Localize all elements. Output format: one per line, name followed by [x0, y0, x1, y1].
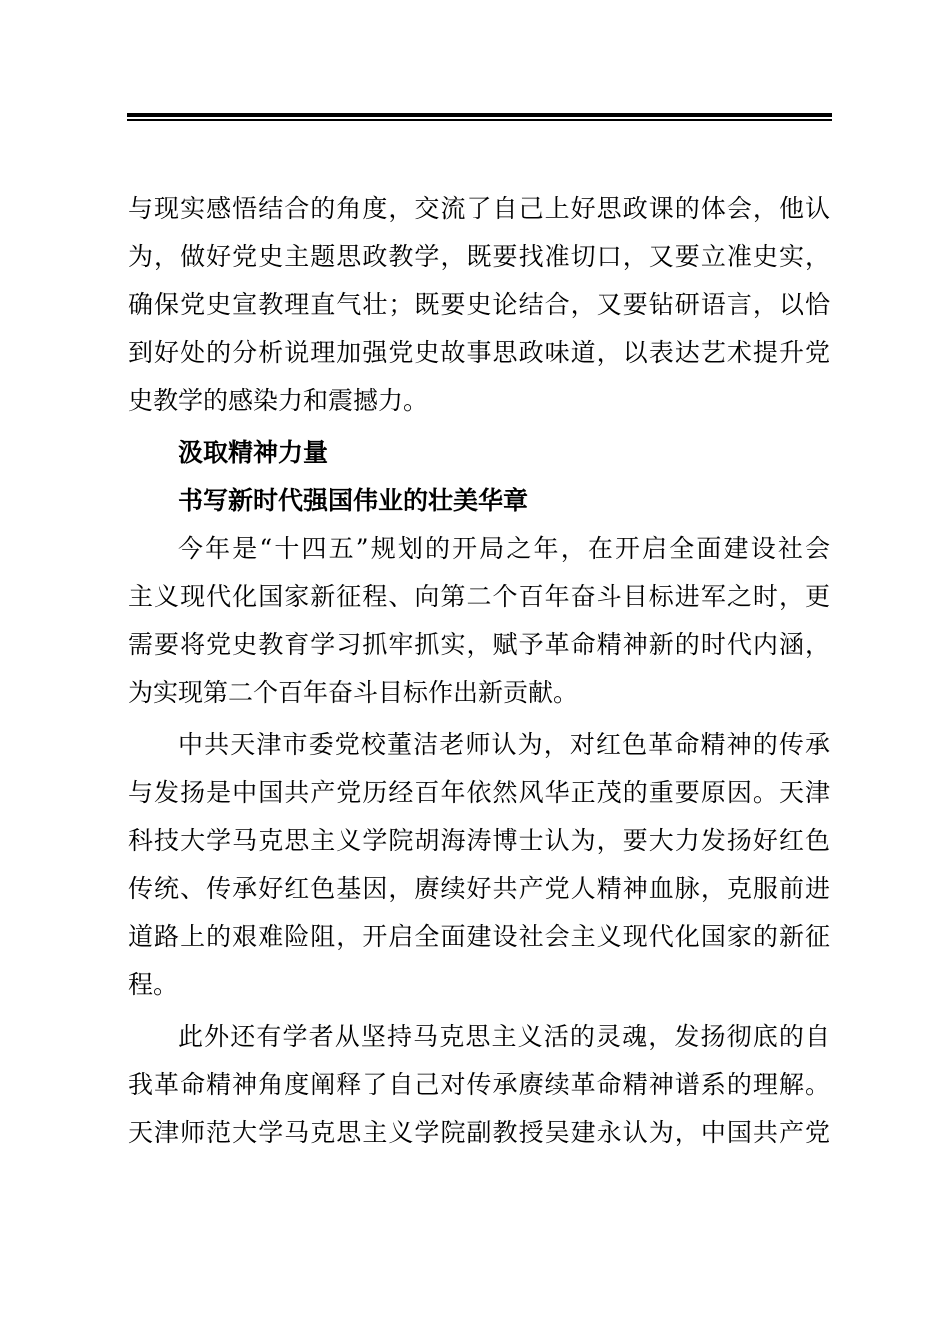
text-line: 科技大学马克思主义学院胡海涛博士认为，要大力发扬好红色: [128, 826, 830, 855]
text-line: 中共天津市委党校董洁老师认为，对红色革命精神的传承: [178, 730, 830, 759]
section-subheading: 书写新时代强国伟业的壮美华章: [178, 486, 529, 515]
paragraph: [128, 185, 830, 425]
text-line: 确保党史宣教理直气壮；既要史论结合，又要钻研语言，以恰: [128, 290, 830, 319]
paragraph: [128, 721, 830, 1009]
text-line: 与发扬是中国共产党历经百年依然风华正茂的重要原因。天津: [128, 778, 830, 807]
text-line: 需要将党史教育学习抓牢抓实，赋予革命精神新的时代内涵，: [128, 630, 830, 659]
text-line: 与现实感悟结合的角度，交流了自己上好思政课的体会，他认: [128, 194, 830, 223]
text-line: 为，做好党史主题思政教学，既要找准切口，又要立准史实，: [128, 242, 830, 271]
document-body: [128, 185, 830, 1157]
text-line: 今年是“十四五”规划的开局之年，在开启全面建设社会: [178, 534, 830, 563]
text-line: 此外还有学者从坚持马克思主义活的灵魂，发扬彻底的自: [178, 1022, 830, 1051]
text-line: 史教学的感染力和震撼力。: [128, 386, 429, 415]
text-line: 程。: [128, 970, 179, 999]
section-heading: 汲取精神力量: [178, 438, 329, 467]
header-rule-thin: [127, 119, 832, 121]
text-line: 主义现代化国家新征程、向第二个百年奋斗目标进军之时，更: [128, 582, 830, 611]
header-rule-thick: [127, 113, 832, 117]
text-line: 天津师范大学马克思主义学院副教授吴建永认为，中国共产党: [128, 1118, 830, 1147]
text-line: 道路上的艰难险阻，开启全面建设社会主义现代化国家的新征: [128, 922, 830, 951]
text-line: 传统、传承好红色基因，赓续好共产党人精神血脉，克服前进: [128, 874, 830, 903]
text-line: 为实现第二个百年奋斗目标作出新贡献。: [128, 678, 579, 707]
paragraph: [128, 1013, 830, 1157]
text-line: 到好处的分析说理加强党史故事思政味道，以表达艺术提升党: [128, 338, 830, 367]
text-line: 我革命精神角度阐释了自己对传承赓续革命精神谱系的理解。: [128, 1070, 830, 1099]
paragraph: [128, 525, 830, 717]
